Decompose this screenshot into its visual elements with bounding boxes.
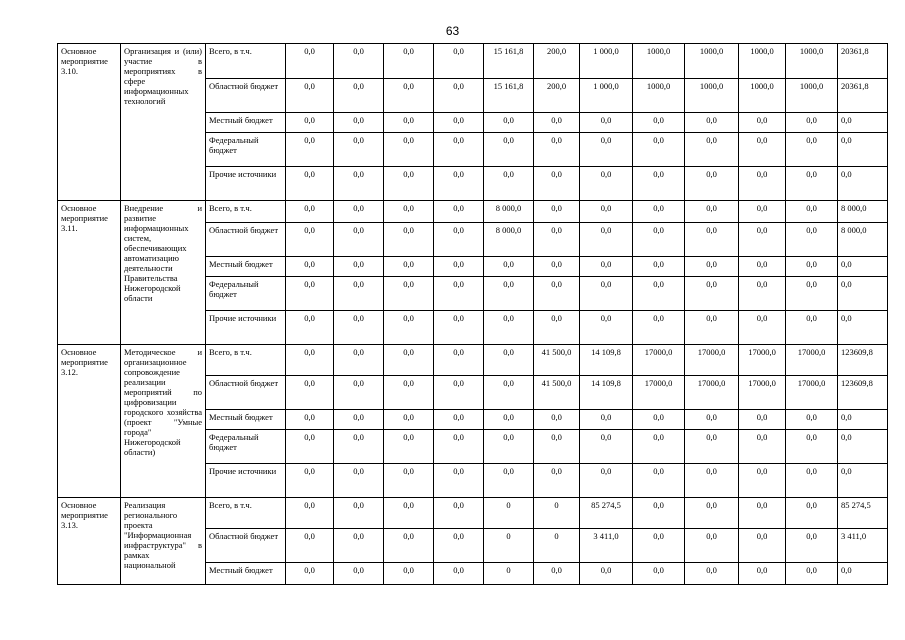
- description-cell: Организация и (или) участие в мероприятиях в сфере информационных технологий: [121, 44, 206, 201]
- value-cell: 0,0: [534, 430, 580, 464]
- value-cell: 0,0: [786, 563, 838, 585]
- value-cell: 0,0: [534, 410, 580, 430]
- funding-source-cell: Всего, в т.ч.: [206, 498, 286, 529]
- table-row: [58, 345, 888, 376]
- value-cell: 0,0: [286, 201, 334, 223]
- value-cell: 0,0: [534, 311, 580, 345]
- value-cell: 0,0: [434, 529, 484, 563]
- funding-source-cell: Областной бюджет: [206, 223, 286, 257]
- value-cell: 0,0: [685, 311, 739, 345]
- value-cell: 0,0: [580, 113, 633, 133]
- value-cell: 0,0: [434, 257, 484, 277]
- value-cell: 0,0: [685, 201, 739, 223]
- value-cell: 0,0: [286, 376, 334, 410]
- value-cell: 0,0: [384, 201, 434, 223]
- value-cell: 0,0: [434, 113, 484, 133]
- value-cell: 0,0: [534, 277, 580, 311]
- value-cell: 0,0: [786, 464, 838, 498]
- value-cell: 0,0: [838, 464, 888, 498]
- funding-source-cell: Всего, в т.ч.: [206, 44, 286, 79]
- value-cell: 0,0: [286, 223, 334, 257]
- value-cell: 0,0: [739, 223, 786, 257]
- value-cell: 85 274,5: [838, 498, 888, 529]
- value-cell: 0,0: [286, 133, 334, 167]
- value-cell: 0,0: [580, 133, 633, 167]
- value-cell: 0,0: [739, 464, 786, 498]
- funding-source-cell: Областной бюджет: [206, 79, 286, 113]
- value-cell: 0,0: [384, 464, 434, 498]
- value-cell: 8 000,0: [838, 201, 888, 223]
- value-cell: 41 500,0: [534, 345, 580, 376]
- value-cell: 0,0: [685, 498, 739, 529]
- value-cell: 0,0: [838, 277, 888, 311]
- funding-source-cell: Местный бюджет: [206, 563, 286, 585]
- value-cell: 17000,0: [739, 345, 786, 376]
- value-cell: 0,0: [334, 311, 384, 345]
- value-cell: 0,0: [786, 410, 838, 430]
- funding-source-cell: Федеральный бюджет: [206, 430, 286, 464]
- value-cell: 0,0: [838, 563, 888, 585]
- value-cell: 0,0: [434, 464, 484, 498]
- value-cell: 0,0: [484, 430, 534, 464]
- value-cell: 0,0: [334, 79, 384, 113]
- measure-cell: Основное мероприятие 3.11.: [58, 201, 121, 345]
- value-cell: 0,0: [434, 223, 484, 257]
- value-cell: 0,0: [334, 529, 384, 563]
- value-cell: 0,0: [384, 529, 434, 563]
- table-row: [58, 44, 888, 79]
- value-cell: 0,0: [633, 464, 685, 498]
- value-cell: 0,0: [633, 430, 685, 464]
- value-cell: 0,0: [434, 201, 484, 223]
- value-cell: 17000,0: [633, 345, 685, 376]
- value-cell: 0: [484, 563, 534, 585]
- value-cell: 0,0: [334, 563, 384, 585]
- value-cell: 0,0: [384, 563, 434, 585]
- value-cell: 0,0: [484, 410, 534, 430]
- value-cell: 1000,0: [739, 79, 786, 113]
- value-cell: 0,0: [838, 133, 888, 167]
- value-cell: 0,0: [384, 277, 434, 311]
- value-cell: 0,0: [384, 133, 434, 167]
- value-cell: 0,0: [786, 529, 838, 563]
- value-cell: 0,0: [384, 113, 434, 133]
- value-cell: 0: [534, 529, 580, 563]
- value-cell: 0,0: [633, 167, 685, 201]
- value-cell: 0,0: [685, 257, 739, 277]
- value-cell: 0,0: [685, 410, 739, 430]
- value-cell: 0,0: [434, 277, 484, 311]
- value-cell: 0,0: [685, 223, 739, 257]
- value-cell: 14 109,8: [580, 345, 633, 376]
- value-cell: 0,0: [484, 464, 534, 498]
- value-cell: 0,0: [685, 529, 739, 563]
- value-cell: 8 000,0: [838, 223, 888, 257]
- value-cell: 1000,0: [739, 44, 786, 79]
- value-cell: 0,0: [685, 430, 739, 464]
- value-cell: 0,0: [286, 167, 334, 201]
- value-cell: 0,0: [534, 167, 580, 201]
- value-cell: 3 411,0: [838, 529, 888, 563]
- value-cell: 0,0: [286, 498, 334, 529]
- value-cell: 0,0: [286, 563, 334, 585]
- value-cell: 0,0: [633, 113, 685, 133]
- measure-cell: Основное мероприятие 3.12.: [58, 345, 121, 498]
- value-cell: 1 000,0: [580, 79, 633, 113]
- value-cell: 0,0: [286, 345, 334, 376]
- value-cell: 0,0: [434, 79, 484, 113]
- value-cell: 0,0: [685, 167, 739, 201]
- value-cell: 17000,0: [685, 376, 739, 410]
- value-cell: 0,0: [286, 79, 334, 113]
- value-cell: 0,0: [633, 529, 685, 563]
- value-cell: 0,0: [633, 277, 685, 311]
- value-cell: 0,0: [384, 223, 434, 257]
- value-cell: 123609,8: [838, 376, 888, 410]
- value-cell: 0,0: [534, 201, 580, 223]
- value-cell: 0,0: [334, 376, 384, 410]
- funding-source-cell: Областной бюджет: [206, 529, 286, 563]
- value-cell: 0,0: [739, 201, 786, 223]
- value-cell: 0,0: [580, 277, 633, 311]
- funding-source-cell: Местный бюджет: [206, 113, 286, 133]
- value-cell: 1000,0: [786, 44, 838, 79]
- funding-source-cell: Всего, в т.ч.: [206, 345, 286, 376]
- value-cell: 3 411,0: [580, 529, 633, 563]
- value-cell: 14 109,8: [580, 376, 633, 410]
- value-cell: 0,0: [580, 311, 633, 345]
- value-cell: 0,0: [739, 113, 786, 133]
- value-cell: 0,0: [838, 113, 888, 133]
- value-cell: 0,0: [334, 498, 384, 529]
- measure-cell: Основное мероприятие 3.13.: [58, 498, 121, 585]
- value-cell: 0,0: [580, 223, 633, 257]
- value-cell: 0,0: [334, 223, 384, 257]
- value-cell: 0,0: [286, 311, 334, 345]
- value-cell: 0,0: [484, 133, 534, 167]
- value-cell: 0,0: [633, 201, 685, 223]
- value-cell: 0,0: [580, 464, 633, 498]
- value-cell: 0,0: [685, 277, 739, 311]
- table-body: [58, 44, 888, 585]
- value-cell: 0,0: [286, 277, 334, 311]
- value-cell: 200,0: [534, 79, 580, 113]
- value-cell: 0,0: [286, 113, 334, 133]
- value-cell: 0,0: [286, 430, 334, 464]
- value-cell: 0,0: [685, 464, 739, 498]
- value-cell: 0,0: [434, 345, 484, 376]
- value-cell: 0,0: [633, 223, 685, 257]
- value-cell: 0,0: [334, 167, 384, 201]
- value-cell: 1000,0: [786, 79, 838, 113]
- value-cell: 123609,8: [838, 345, 888, 376]
- value-cell: 0,0: [739, 167, 786, 201]
- value-cell: 0,0: [286, 529, 334, 563]
- value-cell: 0,0: [334, 345, 384, 376]
- funding-source-cell: Прочие источники: [206, 311, 286, 345]
- value-cell: 0,0: [434, 563, 484, 585]
- description-cell: Внедрение и развитие информационных систем, обеспечивающих автоматизацию деятельности Правительства Нижегородской области: [121, 201, 206, 345]
- value-cell: 0,0: [334, 201, 384, 223]
- value-cell: 0,0: [334, 44, 384, 79]
- value-cell: 8 000,0: [484, 201, 534, 223]
- value-cell: 1000,0: [685, 79, 739, 113]
- value-cell: 0,0: [384, 79, 434, 113]
- value-cell: 0,0: [434, 498, 484, 529]
- value-cell: 1000,0: [633, 79, 685, 113]
- funding-source-cell: Федеральный бюджет: [206, 133, 286, 167]
- value-cell: 41 500,0: [534, 376, 580, 410]
- funding-source-cell: Прочие источники: [206, 464, 286, 498]
- value-cell: 0,0: [685, 113, 739, 133]
- value-cell: 0,0: [534, 563, 580, 585]
- value-cell: 0,0: [334, 113, 384, 133]
- value-cell: 0,0: [286, 257, 334, 277]
- value-cell: 0,0: [633, 133, 685, 167]
- value-cell: 0,0: [334, 430, 384, 464]
- value-cell: 20361,8: [838, 79, 888, 113]
- value-cell: 17000,0: [786, 376, 838, 410]
- funding-source-cell: Местный бюджет: [206, 410, 286, 430]
- value-cell: 0,0: [434, 430, 484, 464]
- value-cell: 0,0: [838, 311, 888, 345]
- value-cell: 0,0: [786, 430, 838, 464]
- table-row: [58, 498, 888, 529]
- value-cell: 8 000,0: [484, 223, 534, 257]
- value-cell: 17000,0: [786, 345, 838, 376]
- value-cell: 0: [534, 498, 580, 529]
- value-cell: 0,0: [838, 430, 888, 464]
- value-cell: 85 274,5: [580, 498, 633, 529]
- funding-source-cell: Всего, в т.ч.: [206, 201, 286, 223]
- value-cell: 0,0: [739, 277, 786, 311]
- value-cell: 0,0: [786, 277, 838, 311]
- value-cell: 0,0: [739, 430, 786, 464]
- value-cell: 0,0: [534, 464, 580, 498]
- value-cell: 0,0: [534, 257, 580, 277]
- value-cell: 0,0: [334, 277, 384, 311]
- value-cell: 0,0: [484, 376, 534, 410]
- description-cell: Реализация регионального проекта "Информационная инфраструктура" в рамках национальной: [121, 498, 206, 585]
- value-cell: 1000,0: [633, 44, 685, 79]
- value-cell: 0,0: [384, 345, 434, 376]
- value-cell: 0,0: [434, 376, 484, 410]
- value-cell: 0,0: [384, 44, 434, 79]
- value-cell: 0,0: [685, 133, 739, 167]
- value-cell: 0,0: [434, 44, 484, 79]
- value-cell: 0,0: [580, 410, 633, 430]
- value-cell: 0,0: [534, 133, 580, 167]
- value-cell: 0,0: [334, 257, 384, 277]
- value-cell: 0,0: [580, 257, 633, 277]
- funding-source-cell: Местный бюджет: [206, 257, 286, 277]
- value-cell: 0,0: [580, 201, 633, 223]
- value-cell: 0,0: [384, 167, 434, 201]
- value-cell: 0,0: [739, 498, 786, 529]
- value-cell: 0,0: [786, 498, 838, 529]
- value-cell: 0,0: [739, 311, 786, 345]
- value-cell: 0,0: [384, 257, 434, 277]
- value-cell: 0,0: [633, 311, 685, 345]
- value-cell: 0,0: [334, 133, 384, 167]
- value-cell: 0,0: [633, 257, 685, 277]
- value-cell: 0,0: [484, 277, 534, 311]
- value-cell: 0,0: [384, 498, 434, 529]
- value-cell: 0,0: [838, 410, 888, 430]
- page-number: 63: [445, 24, 460, 38]
- value-cell: 0,0: [484, 345, 534, 376]
- description-cell: Методическое и организационное сопровождение реализации мероприятий по цифровизации городского хозяйства (проект "Умные города" Нижегородской области): [121, 345, 206, 498]
- value-cell: 1 000,0: [580, 44, 633, 79]
- value-cell: 0,0: [739, 410, 786, 430]
- value-cell: 0,0: [484, 167, 534, 201]
- value-cell: 0,0: [580, 430, 633, 464]
- value-cell: 0,0: [434, 311, 484, 345]
- value-cell: 15 161,8: [484, 44, 534, 79]
- value-cell: 0,0: [633, 563, 685, 585]
- value-cell: 0,0: [434, 167, 484, 201]
- measure-cell: Основное мероприятие 3.10.: [58, 44, 121, 201]
- value-cell: 0,0: [786, 223, 838, 257]
- funding-source-cell: Областной бюджет: [206, 376, 286, 410]
- value-cell: 0,0: [633, 410, 685, 430]
- value-cell: 0,0: [580, 167, 633, 201]
- value-cell: 0,0: [786, 201, 838, 223]
- table-row: [58, 201, 888, 223]
- value-cell: 0,0: [534, 223, 580, 257]
- value-cell: 0,0: [484, 311, 534, 345]
- value-cell: 0,0: [484, 257, 534, 277]
- value-cell: 200,0: [534, 44, 580, 79]
- value-cell: 0,0: [739, 563, 786, 585]
- value-cell: 0,0: [334, 410, 384, 430]
- value-cell: 0,0: [286, 410, 334, 430]
- value-cell: 0,0: [384, 410, 434, 430]
- value-cell: 0,0: [633, 498, 685, 529]
- value-cell: 20361,8: [838, 44, 888, 79]
- value-cell: 0,0: [838, 257, 888, 277]
- value-cell: 17000,0: [739, 376, 786, 410]
- value-cell: 0,0: [384, 430, 434, 464]
- value-cell: 0,0: [838, 167, 888, 201]
- value-cell: 0,0: [739, 133, 786, 167]
- value-cell: 17000,0: [685, 345, 739, 376]
- value-cell: 0,0: [739, 257, 786, 277]
- value-cell: 0: [484, 529, 534, 563]
- funding-source-cell: Прочие источники: [206, 167, 286, 201]
- value-cell: 0,0: [786, 133, 838, 167]
- value-cell: 0,0: [384, 376, 434, 410]
- value-cell: 0,0: [786, 167, 838, 201]
- value-cell: 0,0: [484, 113, 534, 133]
- value-cell: 0,0: [786, 257, 838, 277]
- value-cell: 0,0: [739, 529, 786, 563]
- value-cell: 1000,0: [685, 44, 739, 79]
- value-cell: 0,0: [434, 410, 484, 430]
- value-cell: 15 161,8: [484, 79, 534, 113]
- value-cell: 0: [484, 498, 534, 529]
- value-cell: 0,0: [334, 464, 384, 498]
- value-cell: 0,0: [384, 311, 434, 345]
- funding-source-cell: Федеральный бюджет: [206, 277, 286, 311]
- value-cell: 0,0: [534, 113, 580, 133]
- value-cell: 0,0: [786, 113, 838, 133]
- value-cell: 0,0: [580, 563, 633, 585]
- value-cell: 0,0: [286, 464, 334, 498]
- value-cell: 0,0: [786, 311, 838, 345]
- value-cell: 0,0: [286, 44, 334, 79]
- value-cell: 17000,0: [633, 376, 685, 410]
- value-cell: 0,0: [685, 563, 739, 585]
- budget-table: [57, 43, 888, 585]
- value-cell: 0,0: [434, 133, 484, 167]
